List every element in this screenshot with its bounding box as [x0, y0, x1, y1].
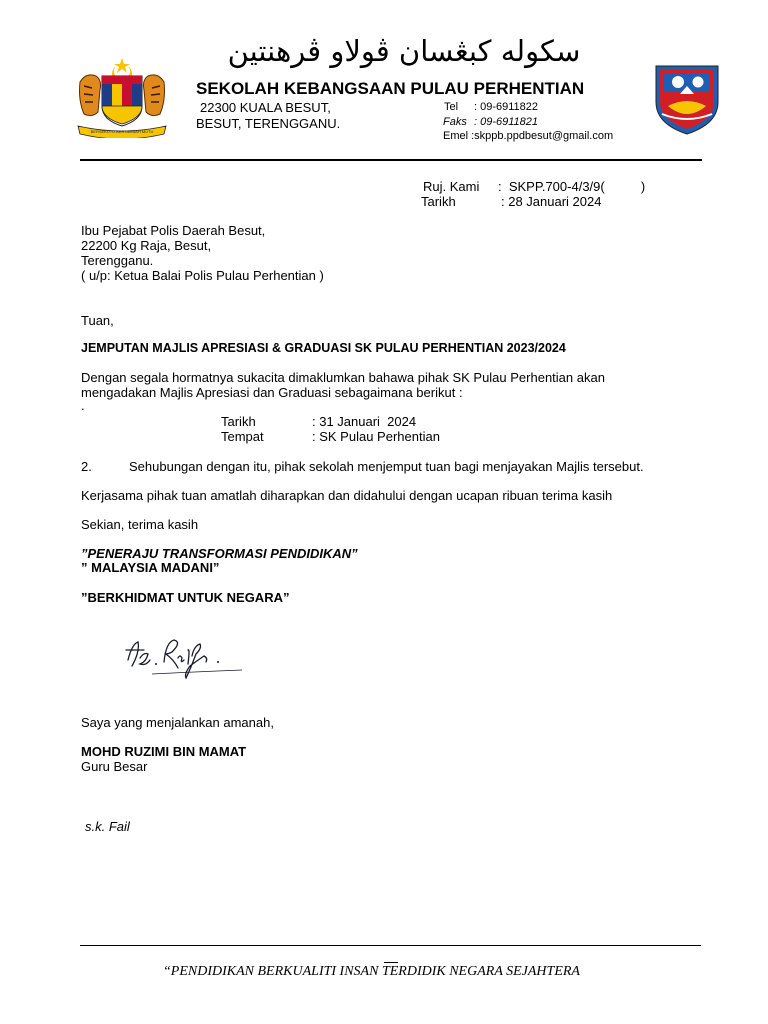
slogan-1: ”PENERAJU TRANSFORMASI PENDIDIKAN”: [81, 546, 358, 561]
recipient-line-3: Terengganu.: [81, 253, 154, 268]
detail-date-value: : 31 Januari 2024: [312, 414, 417, 429]
footer-divider: [80, 945, 701, 946]
address-line-2: BESUT, TERENGGANU.: [196, 116, 341, 131]
school-jawi-title: سکوله کبڠسان ڤولاو ڤرهنتين: [227, 34, 581, 68]
crest-motto: BERSEKUTU BERTAMBAH MUTU: [90, 129, 154, 134]
footer-motto: “PENDIDIKAN BERKUALITI INSAN TERDIDIK NEGARA SEJAHTERA: [163, 964, 580, 979]
header-divider: [80, 159, 702, 161]
closing: Sekian, terima kasih: [81, 517, 199, 532]
signed-text: Saya yang menjalankan amanah,: [81, 715, 274, 730]
slogan-2: ” MALAYSIA MADANI”: [81, 560, 220, 575]
para3: Kerjasama pihak tuan amatlah diharapkan dan didahului dengan ucapan ribuan terima kasih: [81, 488, 613, 503]
stray-dot: .: [81, 398, 85, 413]
signatory-title: Guru Besar: [81, 759, 148, 774]
para1-line-1: Dengan segala hormatnya sukacita dimaklumkan bahawa pihak SK Pulau Perhentian akan: [81, 370, 605, 385]
ref-label: Ruj. Kami: [423, 179, 480, 194]
footer-short-rule: [384, 962, 398, 963]
address-line-1: 22300 KUALA BESUT,: [200, 100, 331, 115]
fax-label: Faks: [443, 116, 467, 128]
signatory-name: MOHD RUZIMI BIN MAMAT: [81, 744, 247, 759]
email: Emel :skppb.ppdbesut@gmail.com: [443, 130, 614, 142]
recipient-line-4: ( u/p: Ketua Balai Polis Pulau Perhentian ): [81, 268, 324, 283]
school-logo: [650, 60, 724, 136]
recipient-line-2: 22200 Kg Raja, Besut,: [81, 238, 212, 253]
detail-venue-label: Tempat: [221, 429, 264, 444]
government-crest: [72, 56, 172, 138]
date-label: Tarikh: [421, 194, 456, 209]
para1-line-2: mengadakan Majlis Apresiasi dan Graduasi sebagaimana berikut :: [81, 385, 463, 400]
subject: JEMPUTAN MAJLIS APRESIASI & GRADUASI SK PULAU PERHENTIAN 2023/2024: [81, 341, 566, 355]
recipient-line-1: Ibu Pejabat Polis Daerah Besut,: [81, 223, 266, 238]
para2-number: 2.: [81, 459, 92, 474]
tel-label: Tel: [444, 101, 459, 113]
school-name: SEKOLAH KEBANGSAAN PULAU PERHENTIAN: [196, 79, 585, 98]
salutation: Tuan,: [81, 313, 114, 328]
detail-venue-value: : SK Pulau Perhentian: [312, 429, 440, 444]
cc-file: s.k. Fail: [85, 819, 130, 834]
detail-date-label: Tarikh: [221, 414, 256, 429]
slogan-3: ”BERKHIDMAT UNTUK NEGARA”: [81, 590, 290, 605]
ref-value: : SKPP.700-4/3/9( ): [498, 179, 646, 194]
para2: Sehubungan dengan itu, pihak sekolah menjemput tuan bagi menjayakan Majlis tersebut.: [129, 459, 644, 474]
handwritten-signature: [122, 630, 246, 682]
date-value: : 28 Januari 2024: [501, 194, 602, 209]
fax-value: : 09-6911821: [474, 116, 539, 128]
tel-value: : 09-6911822: [474, 101, 539, 113]
